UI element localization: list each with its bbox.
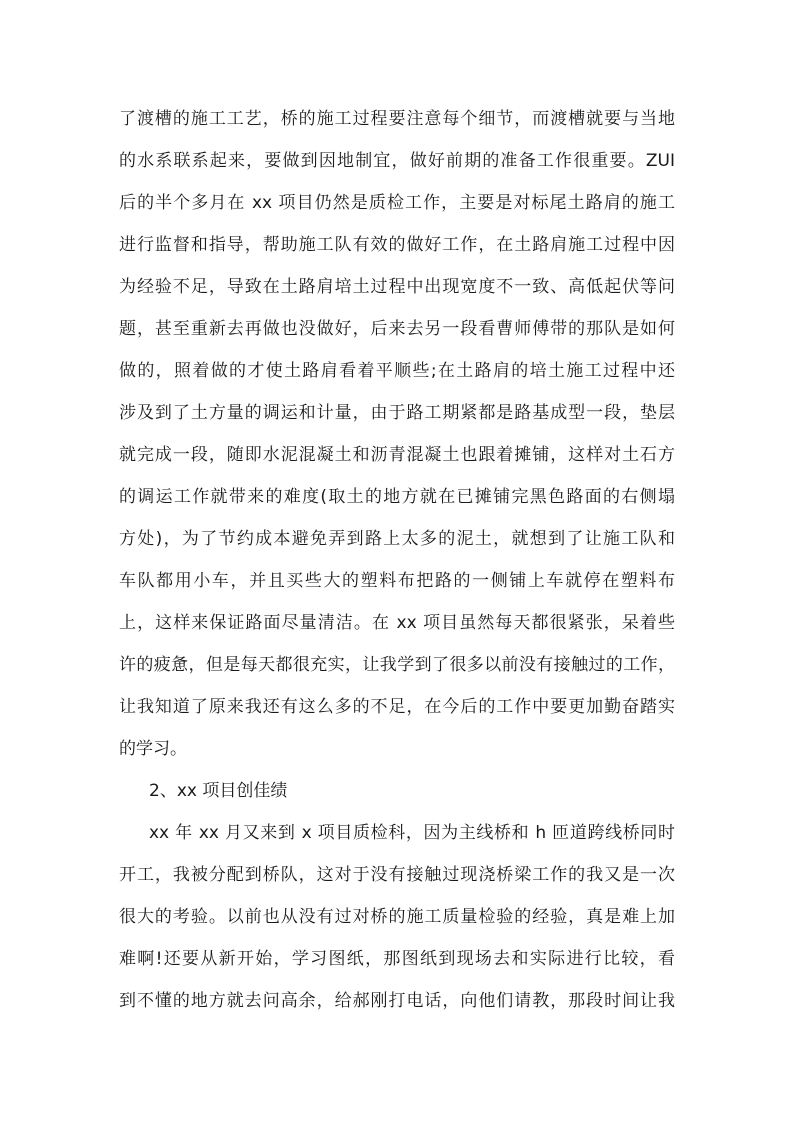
body-text-line: 就完成一段，随即水泥混凝土和沥青混凝土也跟着摊铺，这样对土石方 (119, 445, 675, 465)
body-text-line: 的学习。 (119, 739, 187, 759)
body-text-line: 题，甚至重新去再做也没做好，后来去另一段看曹师傅带的那队是如何 (119, 319, 675, 339)
body-text-line: 做的，照着做的才使土路肩看着平顺些;在土路肩的培土施工过程中还 (119, 361, 675, 381)
body-text-line: 了渡槽的施工工艺，桥的施工过程要注意每个细节，而渡槽就要与当地 (119, 109, 675, 129)
body-text-line: 让我知道了原来我还有这么多的不足，在今后的工作中要更加勤奋踏实 (119, 697, 675, 717)
body-text-line: 开工，我被分配到桥队，这对于没有接触过现浇桥梁工作的我又是一次 (119, 865, 675, 885)
body-text-line: 进行监督和指导，帮助施工队有效的做好工作，在土路肩施工过程中因 (119, 235, 675, 255)
body-text-line: 后的半个多月在 xx 项目仍然是质检工作，主要是对标尾土路肩的施工 (119, 193, 675, 213)
body-text-line: 车队都用小车，并且买些大的塑料布把路的一侧铺上车就停在塑料布 (119, 571, 675, 591)
body-text-line: 很大的考验。以前也从没有过对桥的施工质量检验的经验，真是难上加 (119, 907, 675, 927)
body-text-line: 方处)，为了节约成本避免弄到路上太多的泥土，就想到了让施工队和 (119, 529, 675, 549)
section-heading: 2、xx 项目创佳绩 (149, 781, 288, 801)
body-text-line: 涉及到了土方量的调运和计量，由于路工期紧都是路基成型一段，垫层 (119, 403, 675, 423)
body-text-line: 上，这样来保证路面尽量清洁。在 xx 项目虽然每天都很紧张，呆着些 (119, 613, 675, 633)
body-text-line: 的调运工作就带来的难度(取土的地方就在已摊铺完黑色路面的右侧塌 (119, 487, 675, 507)
body-text-line: 难啊!还要从新开始，学习图纸，那图纸到现场去和实际进行比较，看 (119, 949, 675, 969)
body-text-line: 到不懂的地方就去问高余，给郝刚打电话，向他们请教，那段时间让我 (119, 991, 675, 1011)
body-text-line: 的水系联系起来，要做到因地制宜，做好前期的准备工作很重要。ZUI (119, 151, 675, 171)
body-text-line: 许的疲惫，但是每天都很充实，让我学到了很多以前没有接触过的工作， (119, 655, 675, 675)
body-text-line: xx 年 xx 月又来到 x 项目质检科，因为主线桥和 h 匝道跨线桥同时 (149, 823, 675, 843)
body-text-line: 为经验不足，导致在土路肩培土过程中出现宽度不一致、高低起伏等问 (119, 277, 675, 297)
